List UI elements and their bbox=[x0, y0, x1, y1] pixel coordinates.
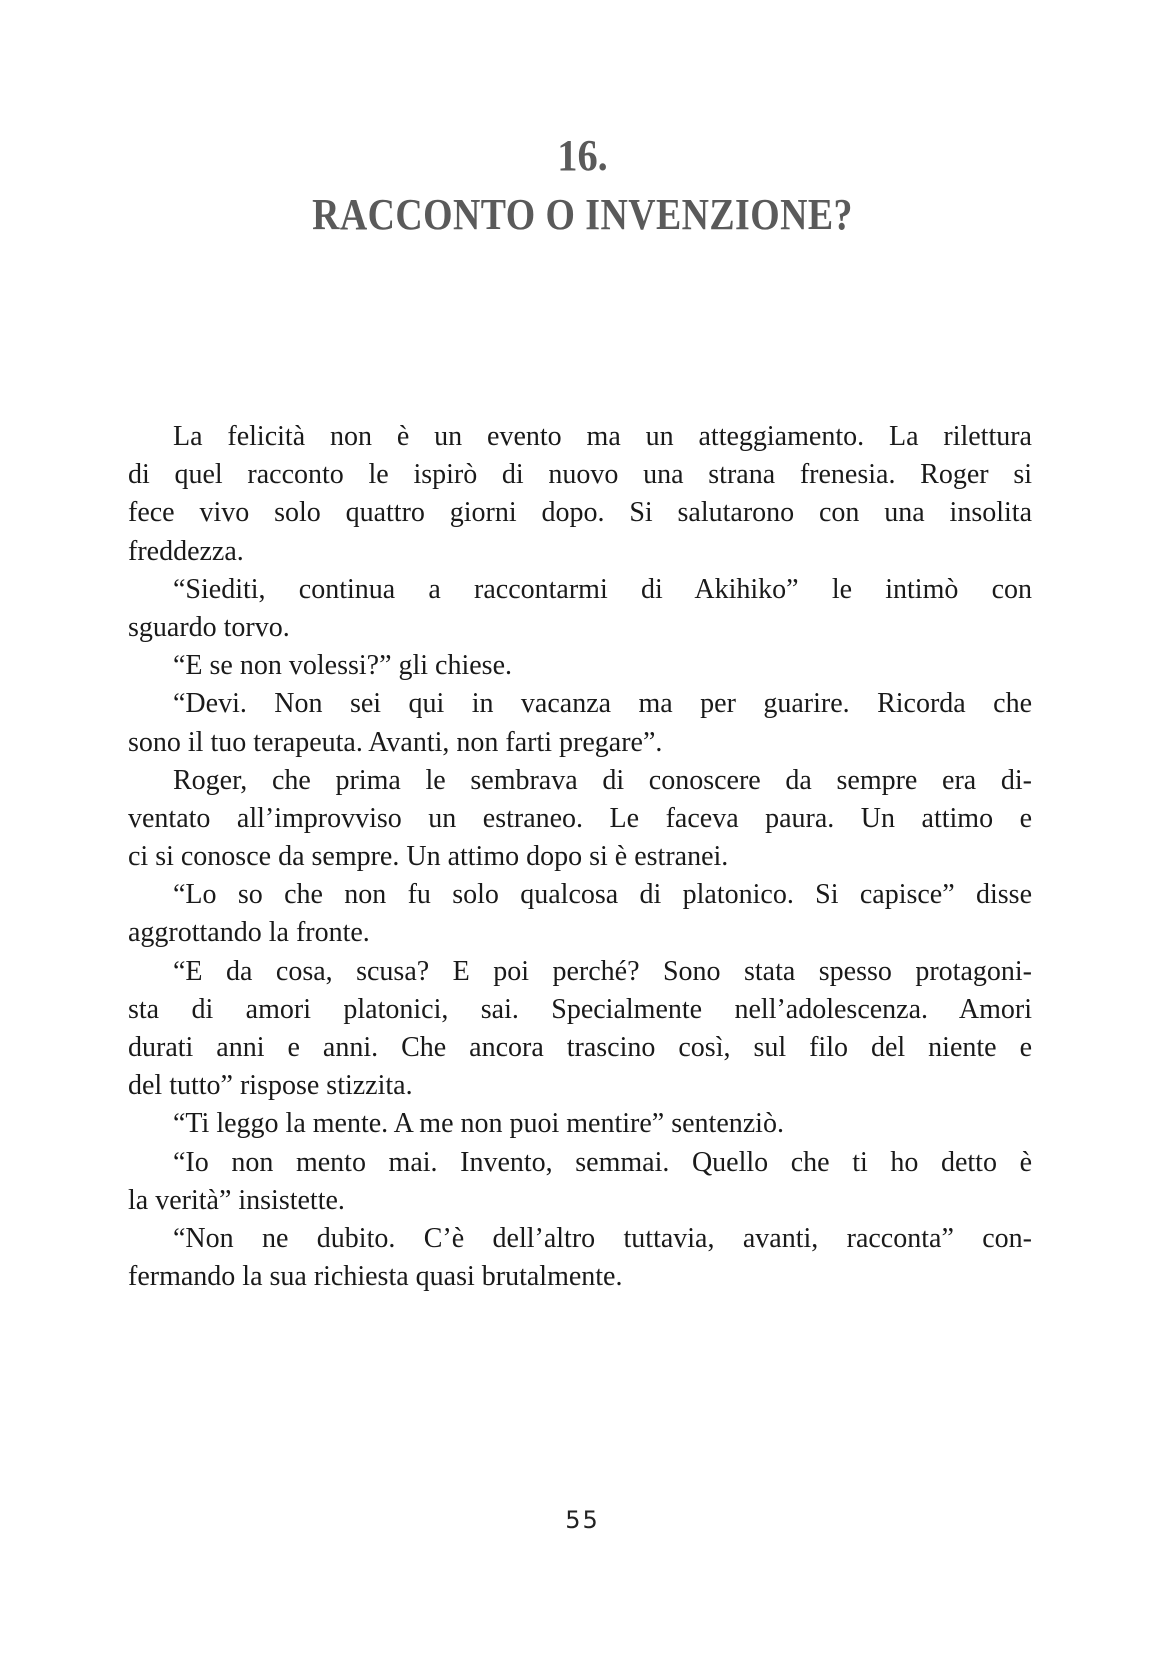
text-line: fermando la sua richiesta quasi brutalmente. bbox=[128, 1261, 623, 1293]
body-text bbox=[128, 418, 1032, 1296]
text-line: ventato all’improvviso un estraneo. Le faceva paura. Un attimo e bbox=[128, 802, 1032, 834]
chapter-number: 16. bbox=[557, 131, 608, 180]
text-line: “Ti leggo la mente. A me non puoi mentire” sentenziò. bbox=[173, 1108, 784, 1140]
text-line: aggrottando la fronte. bbox=[128, 917, 370, 949]
text-line: di quel racconto le ispirò di nuovo una strana frenesia. Roger si bbox=[128, 459, 1032, 491]
text-line: “Lo so che non fu solo qualcosa di platonico. Si capisce” disse bbox=[173, 879, 1032, 911]
text-line: “Siediti, continua a raccontarmi di Akihiko” le intimò con bbox=[173, 573, 1032, 605]
text-line: Roger, che prima le sembrava di conoscere da sempre era di- bbox=[173, 764, 1032, 796]
chapter-title: RACCONTO O INVENZIONE? bbox=[312, 190, 853, 239]
text-line: sguardo torvo. bbox=[128, 611, 290, 643]
text-line: del tutto” rispose stizzita. bbox=[128, 1070, 413, 1102]
text-line: “Io non mento mai. Invento, semmai. Quello che ti ho detto è bbox=[173, 1146, 1032, 1178]
text-line: La felicità non è un evento ma un atteggiamento. La rilettura bbox=[173, 421, 1032, 452]
text-line: sta di amori platonici, sai. Specialmente nell’adolescenza. Amori bbox=[128, 993, 1032, 1025]
text-line: “E se non volessi?” gli chiese. bbox=[173, 650, 513, 682]
text-line: “Devi. Non sei qui in vacanza ma per guarire. Ricorda che bbox=[173, 688, 1032, 720]
text-line: la verità” insistette. bbox=[128, 1184, 345, 1216]
text-line: “Non ne dubito. C’è dell’altro tuttavia, avanti, racconta” con- bbox=[173, 1222, 1032, 1254]
text-line: freddezza. bbox=[128, 535, 244, 567]
text-line: sono il tuo terapeuta. Avanti, non farti pregare”. bbox=[128, 726, 663, 758]
page-number: 55 bbox=[565, 1506, 600, 1534]
text-line: fece vivo solo quattro giorni dopo. Si salutarono con una insolita bbox=[128, 497, 1032, 529]
text-line: ci si conosce da sempre. Un attimo dopo si è estranei. bbox=[128, 841, 729, 873]
text-line: “E da cosa, scusa? E poi perché? Sono stata spesso protagoni- bbox=[173, 955, 1032, 987]
text-line: durati anni e anni. Che ancora trascino così, sul filo del niente e bbox=[128, 1032, 1032, 1063]
